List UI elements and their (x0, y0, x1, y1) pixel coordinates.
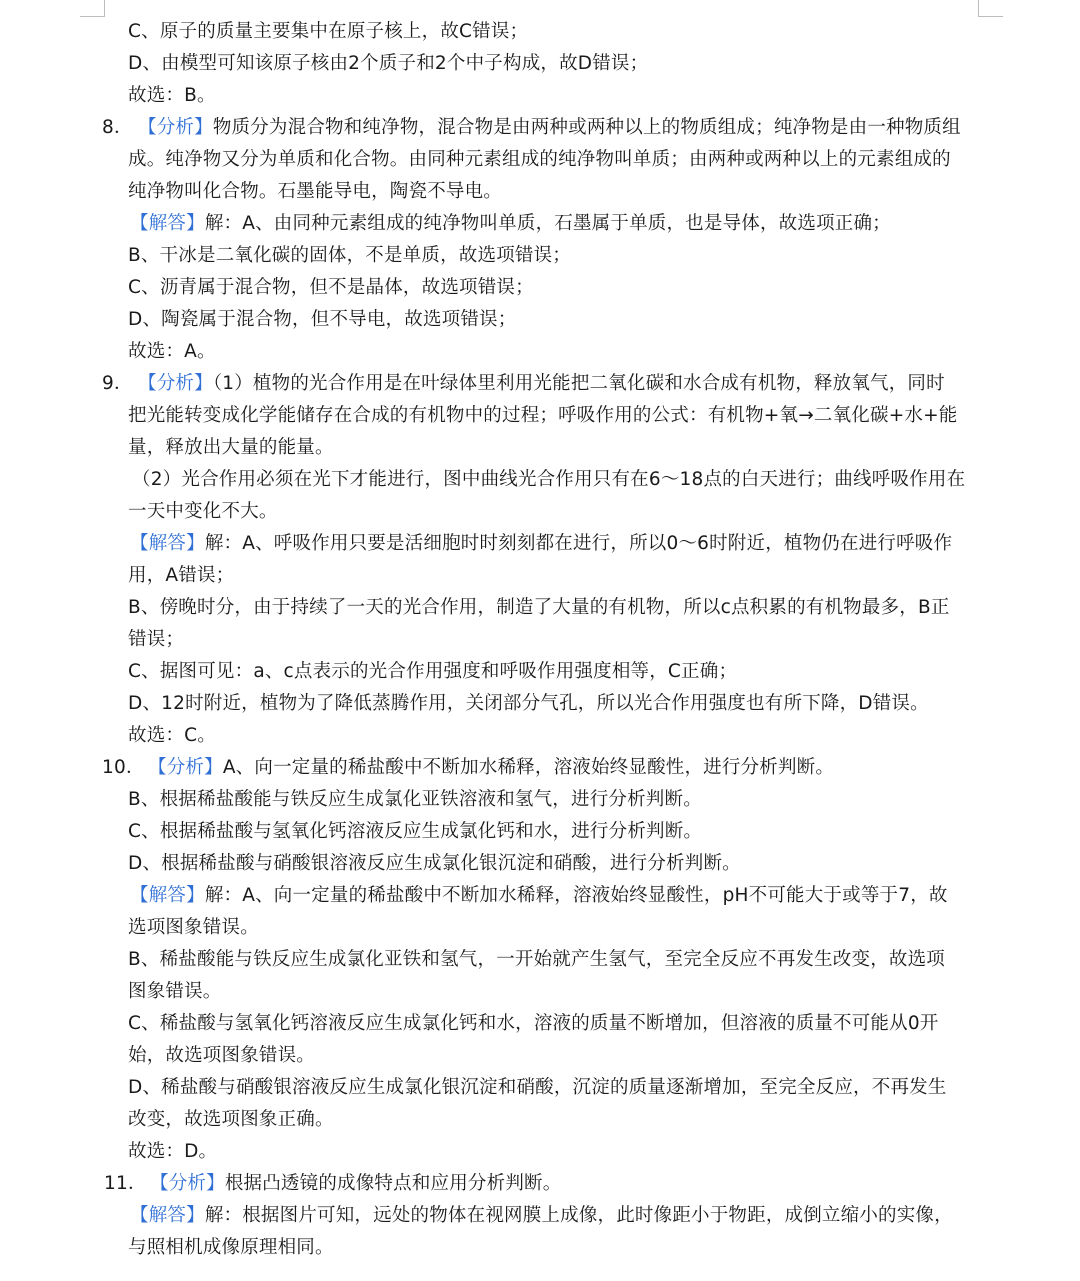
text-line: B、根据稀盐酸能与铁反应生成氯化亚铁溶液和氢气，进行分析判断。 (128, 789, 702, 810)
page-corner-mark-left (80, 0, 105, 17)
analysis-tag: 【分析】 (138, 117, 213, 138)
answer-tag: 【解答】 (130, 1205, 205, 1226)
question-8-analysis: 8． 【分析】物质分为混合物和纯净物，混合物是由两种或两种以上的物质组成；纯净物是由一种物质组 (138, 112, 998, 144)
text-line: 故选：C。 (128, 725, 216, 746)
question-number: 8． (102, 117, 133, 138)
question-9-answer: 【解答】解：A、呼吸作用只要是活细胞时时刻刻都在进行，所以0～6时附近，植物仍在进行呼吸作 (130, 533, 953, 554)
text-line: D、由模型可知该原子核由2个质子和2个中子构成，故D错误； (128, 53, 649, 74)
text-line: D、稀盐酸与硝酸银溶液反应生成氯化银沉淀和硝酸，沉淀的质量逐渐增加，至完全反应，不再发生 (128, 1077, 947, 1098)
text-line: 量，释放出大量的能量。 (128, 437, 334, 458)
text-line: 故选：D。 (128, 1141, 218, 1162)
analysis-tag: 【分析】 (138, 373, 213, 394)
text-line: 图象错误。 (128, 981, 222, 1002)
text-line: 错误； (128, 629, 185, 650)
text-line: 与照相机成像原理相同。 (128, 1237, 334, 1258)
question-number: 9． (102, 373, 133, 394)
answer-tag: 【解答】 (130, 533, 205, 554)
text-line: 用，A错误； (128, 565, 235, 586)
page-corner-mark-right (978, 0, 1003, 17)
text-line: （2）光合作用必须在光下才能进行，图中曲线光合作用只有在6～18点的白天进行；曲线呼吸作用在 (132, 469, 966, 490)
question-8-answer: 【解答】解：A、由同种元素组成的纯净物叫单质，石墨属于单质，也是导体，故选项正确； (130, 213, 891, 234)
text-line: D、12时附近，植物为了降低蒸腾作用，关闭部分气孔，所以光合作用强度也有所下降，D错误。 (128, 693, 929, 714)
text-line: 改变，故选项图象正确。 (128, 1109, 334, 1130)
answer-tag: 【解答】 (130, 885, 205, 906)
text-line: 成。纯净物又分为单质和化合物。由同种元素组成的纯净物叫单质；由两种或两种以上的元素组成的 (128, 149, 951, 170)
text-line: C、沥青属于混合物，但不是晶体，故选项错误； (128, 277, 534, 298)
text-line: 选项图象错误。 (128, 917, 259, 938)
text-line: 纯净物叫化合物。石墨能导电，陶瓷不导电。 (128, 181, 503, 202)
text-line: 故选：A。 (128, 341, 216, 362)
text-line: D、陶瓷属于混合物，但不导电，故选项错误； (128, 309, 517, 330)
question-9-analysis: 9． 【分析】（1）植物的光合作用是在叶绿体里利用光能把二氧化碳和水合成有机物，释放氧气，同时 (138, 368, 998, 400)
text-line: D、根据稀盐酸与硝酸银溶液反应生成氯化银沉淀和硝酸，进行分析判断。 (128, 853, 741, 874)
answer-tag: 【解答】 (130, 213, 205, 234)
question-number: 11． (104, 1173, 147, 1194)
text-line: 一天中变化不大。 (128, 501, 278, 522)
question-11-analysis: 11． 【分析】根据凸透镜的成像特点和应用分析判断。 (150, 1168, 1010, 1200)
text-line: 始，故选项图象错误。 (128, 1045, 316, 1066)
question-10-answer: 【解答】解：A、向一定量的稀盐酸中不断加水稀释，溶液始终显酸性，pH不可能大于或等于7，故 (130, 885, 948, 906)
analysis-tag: 【分析】 (148, 757, 223, 778)
text-line: C、据图可见：a、c点表示的光合作用强度和呼吸作用强度相等，C正确； (128, 661, 738, 682)
question-10-analysis: 10． 【分析】A、向一定量的稀盐酸中不断加水稀释，溶液始终显酸性，进行分析判断。 (148, 752, 1008, 784)
text-line: 把光能转变成化学能储存在合成的有机物中的过程；呼吸作用的公式：有机物+氧→二氧化碳+水+能 (128, 405, 958, 426)
question-number: 10． (102, 757, 145, 778)
text-line: 故选：B。 (128, 85, 216, 106)
question-11-answer: 【解答】解：根据图片可知，远处的物体在视网膜上成像，此时像距小于物距，成倒立缩小的实像， (130, 1205, 953, 1226)
text-line: C、原子的质量主要集中在原子核上，故C错误； (128, 21, 529, 42)
text-line: B、稀盐酸能与铁反应生成氯化亚铁和氢气，一开始就产生氢气，至完全反应不再发生改变，故选项 (128, 949, 945, 970)
text-line: C、根据稀盐酸与氢氧化钙溶液反应生成氯化钙和水，进行分析判断。 (128, 821, 703, 842)
analysis-tag: 【分析】 (150, 1173, 225, 1194)
text-line: B、干冰是二氧化碳的固体，不是单质，故选项错误； (128, 245, 571, 266)
text-line: B、傍晚时分，由于持续了一天的光合作用，制造了大量的有机物，所以c点积累的有机物最多，B正 (128, 597, 950, 618)
text-line: C、稀盐酸与氢氧化钙溶液反应生成氯化钙和水，溶液的质量不断增加，但溶液的质量不可能从0开 (128, 1013, 939, 1034)
